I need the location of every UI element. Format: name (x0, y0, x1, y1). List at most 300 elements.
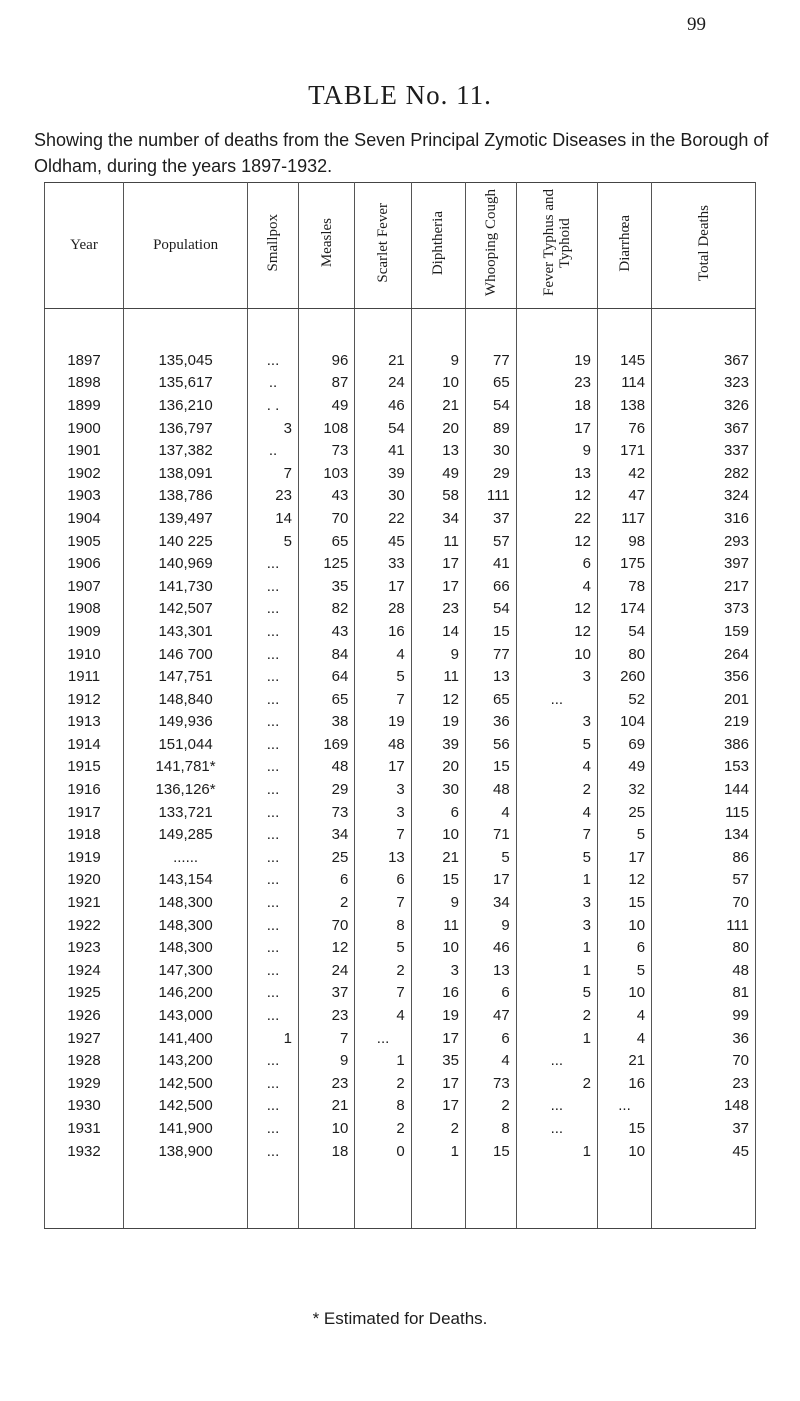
cell-smallpox: ... (248, 936, 299, 959)
cell-whooping-cough: 65 (465, 688, 516, 711)
cell-diphtheria: 17 (411, 1095, 465, 1118)
cell-year: 1916 (45, 778, 124, 801)
cell-population: 136,797 (124, 417, 248, 440)
cell-total-deaths: 356 (652, 665, 756, 688)
cell-population: 143,200 (124, 1049, 248, 1072)
deaths-table (44, 182, 756, 1229)
cell-smallpox: .. (248, 372, 299, 395)
cell-diarrhoea: 260 (597, 665, 651, 688)
cell-scarlet-fever: 8 (355, 1095, 411, 1118)
cell-year: 1925 (45, 982, 124, 1005)
cell-measles: 23 (298, 1004, 354, 1027)
cell-population: 143,000 (124, 1004, 248, 1027)
cell-diarrhoea: 174 (597, 598, 651, 621)
col-header-scarlet-fever: Scarlet Fever (355, 183, 411, 309)
table-row (45, 688, 756, 711)
table-row (45, 1140, 756, 1163)
cell-whooping-cough: 29 (465, 462, 516, 485)
cell-fever: 3 (516, 891, 597, 914)
cell-whooping-cough: 89 (465, 417, 516, 440)
cell-diphtheria: 21 (411, 394, 465, 417)
cell-fever: ... (516, 1095, 597, 1118)
cell-whooping-cough: 56 (465, 733, 516, 756)
cell-year: 1927 (45, 1027, 124, 1050)
cell-diphtheria: 58 (411, 485, 465, 508)
cell-scarlet-fever: 7 (355, 982, 411, 1005)
cell-year: 1910 (45, 643, 124, 666)
cell-population: 135,617 (124, 372, 248, 395)
cell-population: 141,900 (124, 1117, 248, 1140)
table-row (45, 439, 756, 462)
cell-scarlet-fever: 4 (355, 1004, 411, 1027)
cell-fever: 1 (516, 1027, 597, 1050)
cell-fever: 4 (516, 575, 597, 598)
cell-diphtheria: 11 (411, 530, 465, 553)
cell-fever: 18 (516, 394, 597, 417)
cell-diarrhoea: 6 (597, 936, 651, 959)
cell-measles: 21 (298, 1095, 354, 1118)
cell-population: 148,300 (124, 891, 248, 914)
cell-total-deaths: 337 (652, 439, 756, 462)
cell-diarrhoea: 145 (597, 349, 651, 372)
cell-fever: 6 (516, 552, 597, 575)
cell-scarlet-fever: 3 (355, 778, 411, 801)
cell-whooping-cough: 36 (465, 711, 516, 734)
cell-diphtheria: 23 (411, 598, 465, 621)
cell-smallpox: ... (248, 643, 299, 666)
cell-smallpox: ... (248, 665, 299, 688)
table-row (45, 552, 756, 575)
cell-diphtheria: 20 (411, 417, 465, 440)
cell-smallpox: 14 (248, 507, 299, 530)
cell-diarrhoea: 52 (597, 688, 651, 711)
cell-year: 1909 (45, 620, 124, 643)
cell-population: 139,497 (124, 507, 248, 530)
cell-measles: 48 (298, 756, 354, 779)
table-row (45, 485, 756, 508)
cell-total-deaths: 36 (652, 1027, 756, 1050)
cell-total-deaths: 153 (652, 756, 756, 779)
cell-population: 151,044 (124, 733, 248, 756)
cell-year: 1903 (45, 485, 124, 508)
cell-population: 148,840 (124, 688, 248, 711)
cell-diarrhoea: 76 (597, 417, 651, 440)
cell-diarrhoea: 114 (597, 372, 651, 395)
cell-diphtheria: 35 (411, 1049, 465, 1072)
cell-scarlet-fever: 22 (355, 507, 411, 530)
cell-whooping-cough: 54 (465, 394, 516, 417)
cell-population: 141,730 (124, 575, 248, 598)
cell-year: 1920 (45, 869, 124, 892)
cell-diarrhoea: 78 (597, 575, 651, 598)
cell-smallpox: ... (248, 1117, 299, 1140)
cell-smallpox: ... (248, 823, 299, 846)
cell-total-deaths: 324 (652, 485, 756, 508)
cell-scarlet-fever: 5 (355, 936, 411, 959)
cell-diphtheria: 10 (411, 372, 465, 395)
cell-total-deaths: 99 (652, 1004, 756, 1027)
cell-smallpox: ... (248, 349, 299, 372)
cell-total-deaths: 326 (652, 394, 756, 417)
cell-population: 138,786 (124, 485, 248, 508)
cell-total-deaths: 373 (652, 598, 756, 621)
table-row (45, 914, 756, 937)
cell-year: 1907 (45, 575, 124, 598)
table-row (45, 349, 756, 372)
cell-year: 1930 (45, 1095, 124, 1118)
cell-diphtheria: 6 (411, 801, 465, 824)
cell-year: 1912 (45, 688, 124, 711)
cell-scarlet-fever: 3 (355, 801, 411, 824)
cell-whooping-cough: 13 (465, 959, 516, 982)
cell-smallpox: 3 (248, 417, 299, 440)
table-row (45, 756, 756, 779)
cell-diarrhoea: 171 (597, 439, 651, 462)
cell-scarlet-fever: 2 (355, 1117, 411, 1140)
cell-scarlet-fever: 17 (355, 575, 411, 598)
cell-whooping-cough: 73 (465, 1072, 516, 1095)
cell-year: 1931 (45, 1117, 124, 1140)
cell-fever: 12 (516, 530, 597, 553)
cell-whooping-cough: 6 (465, 982, 516, 1005)
cell-year: 1911 (45, 665, 124, 688)
cell-diarrhoea: 15 (597, 891, 651, 914)
cell-diphtheria: 21 (411, 846, 465, 869)
cell-population: 140,969 (124, 552, 248, 575)
cell-smallpox: ... (248, 620, 299, 643)
cell-diphtheria: 9 (411, 891, 465, 914)
cell-fever: 13 (516, 462, 597, 485)
cell-smallpox: ... (248, 891, 299, 914)
cell-population: 138,900 (124, 1140, 248, 1163)
cell-scarlet-fever: 19 (355, 711, 411, 734)
cell-population: 146,200 (124, 982, 248, 1005)
cell-scarlet-fever: 6 (355, 869, 411, 892)
table-row (45, 982, 756, 1005)
cell-diarrhoea: 4 (597, 1027, 651, 1050)
cell-total-deaths: 367 (652, 349, 756, 372)
table-row (45, 778, 756, 801)
cell-measles: 7 (298, 1027, 354, 1050)
cell-year: 1908 (45, 598, 124, 621)
cell-fever: 5 (516, 982, 597, 1005)
table-row (45, 1095, 756, 1118)
cell-whooping-cough: 15 (465, 620, 516, 643)
cell-population: 141,400 (124, 1027, 248, 1050)
cell-diarrhoea: 4 (597, 1004, 651, 1027)
cell-diphtheria: 20 (411, 756, 465, 779)
cell-diarrhoea: 54 (597, 620, 651, 643)
cell-scarlet-fever: 45 (355, 530, 411, 553)
cell-total-deaths: 316 (652, 507, 756, 530)
cell-population: 149,285 (124, 823, 248, 846)
cell-whooping-cough: 77 (465, 643, 516, 666)
cell-diphtheria: 10 (411, 823, 465, 846)
cell-total-deaths: 111 (652, 914, 756, 937)
cell-year: 1915 (45, 756, 124, 779)
cell-year: 1900 (45, 417, 124, 440)
cell-smallpox: ... (248, 598, 299, 621)
cell-smallpox: 7 (248, 462, 299, 485)
cell-population: 133,721 (124, 801, 248, 824)
cell-fever: 1 (516, 959, 597, 982)
cell-smallpox: ... (248, 1072, 299, 1095)
cell-measles: 43 (298, 485, 354, 508)
cell-diphtheria: 17 (411, 552, 465, 575)
cell-year: 1924 (45, 959, 124, 982)
cell-population: 143,154 (124, 869, 248, 892)
cell-total-deaths: 45 (652, 1140, 756, 1163)
cell-whooping-cough: 15 (465, 1140, 516, 1163)
cell-year: 1928 (45, 1049, 124, 1072)
cell-measles: 34 (298, 823, 354, 846)
table-row (45, 575, 756, 598)
cell-measles: 23 (298, 1072, 354, 1095)
cell-smallpox: . . (248, 394, 299, 417)
cell-fever: 4 (516, 801, 597, 824)
cell-year: 1921 (45, 891, 124, 914)
cell-year: 1926 (45, 1004, 124, 1027)
table-row (45, 462, 756, 485)
cell-diarrhoea: 12 (597, 869, 651, 892)
cell-population: 147,300 (124, 959, 248, 982)
cell-measles: 10 (298, 1117, 354, 1140)
cell-smallpox: 1 (248, 1027, 299, 1050)
cell-whooping-cough: 13 (465, 665, 516, 688)
cell-smallpox: ... (248, 1095, 299, 1118)
col-header-total-deaths: Total Deaths (652, 183, 756, 309)
cell-diphtheria: 13 (411, 439, 465, 462)
cell-measles: 169 (298, 733, 354, 756)
table-row (45, 846, 756, 869)
cell-diphtheria: 17 (411, 575, 465, 598)
table-row (45, 1004, 756, 1027)
cell-scarlet-fever: 0 (355, 1140, 411, 1163)
table-title: TABLE No. 11. (308, 80, 492, 110)
cell-whooping-cough: 46 (465, 936, 516, 959)
cell-measles: 25 (298, 846, 354, 869)
table-row (45, 891, 756, 914)
cell-scarlet-fever: 2 (355, 1072, 411, 1095)
cell-diarrhoea: ... (597, 1095, 651, 1118)
cell-measles: 38 (298, 711, 354, 734)
cell-population: 148,300 (124, 936, 248, 959)
table-row (45, 417, 756, 440)
cell-smallpox: ... (248, 1140, 299, 1163)
cell-year: 1914 (45, 733, 124, 756)
cell-diarrhoea: 16 (597, 1072, 651, 1095)
table-row (45, 507, 756, 530)
cell-scarlet-fever: 7 (355, 823, 411, 846)
cell-total-deaths: 70 (652, 1049, 756, 1072)
cell-population: 135,045 (124, 349, 248, 372)
cell-whooping-cough: 57 (465, 530, 516, 553)
cell-total-deaths: 134 (652, 823, 756, 846)
cell-total-deaths: 386 (652, 733, 756, 756)
cell-fever: 1 (516, 936, 597, 959)
footnote: * Estimated for Deaths. (312, 1309, 488, 1328)
cell-whooping-cough: 41 (465, 552, 516, 575)
cell-year: 1913 (45, 711, 124, 734)
col-header-population: Population (124, 183, 248, 309)
cell-diarrhoea: 49 (597, 756, 651, 779)
cell-diphtheria: 16 (411, 982, 465, 1005)
cell-total-deaths: 217 (652, 575, 756, 598)
cell-whooping-cough: 5 (465, 846, 516, 869)
cell-year: 1918 (45, 823, 124, 846)
cell-fever: 1 (516, 869, 597, 892)
cell-scarlet-fever: 2 (355, 959, 411, 982)
cell-scarlet-fever: 13 (355, 846, 411, 869)
cell-diphtheria: 19 (411, 1004, 465, 1027)
cell-diarrhoea: 5 (597, 959, 651, 982)
col-header-diphtheria: Diphtheria (411, 183, 465, 309)
cell-fever: 3 (516, 665, 597, 688)
cell-measles: 9 (298, 1049, 354, 1072)
cell-population: 141,781* (124, 756, 248, 779)
table-row (45, 733, 756, 756)
cell-diphtheria: 34 (411, 507, 465, 530)
cell-diarrhoea: 17 (597, 846, 651, 869)
cell-year: 1897 (45, 349, 124, 372)
cell-total-deaths: 219 (652, 711, 756, 734)
cell-scarlet-fever: 28 (355, 598, 411, 621)
cell-population: 147,751 (124, 665, 248, 688)
cell-population: 142,500 (124, 1072, 248, 1095)
cell-smallpox: ... (248, 982, 299, 1005)
cell-scarlet-fever: 21 (355, 349, 411, 372)
table-row (45, 1072, 756, 1095)
table-row (45, 598, 756, 621)
cell-scarlet-fever: 54 (355, 417, 411, 440)
cell-diarrhoea: 5 (597, 823, 651, 846)
cell-scarlet-fever: 5 (355, 665, 411, 688)
table-row (45, 372, 756, 395)
cell-scarlet-fever: 39 (355, 462, 411, 485)
cell-measles: 84 (298, 643, 354, 666)
cell-scarlet-fever: 24 (355, 372, 411, 395)
cell-diarrhoea: 104 (597, 711, 651, 734)
cell-whooping-cough: 15 (465, 756, 516, 779)
cell-smallpox: 23 (248, 485, 299, 508)
cell-total-deaths: 144 (652, 778, 756, 801)
cell-diarrhoea: 175 (597, 552, 651, 575)
cell-total-deaths: 70 (652, 891, 756, 914)
cell-total-deaths: 282 (652, 462, 756, 485)
cell-smallpox: ... (248, 688, 299, 711)
cell-year: 1929 (45, 1072, 124, 1095)
cell-measles: 73 (298, 801, 354, 824)
cell-smallpox: ... (248, 575, 299, 598)
cell-diphtheria: 19 (411, 711, 465, 734)
cell-measles: 70 (298, 507, 354, 530)
table-row (45, 823, 756, 846)
cell-total-deaths: 293 (652, 530, 756, 553)
cell-measles: 65 (298, 530, 354, 553)
cell-fever: 2 (516, 1004, 597, 1027)
cell-diphtheria: 30 (411, 778, 465, 801)
cell-whooping-cough: 47 (465, 1004, 516, 1027)
cell-diphtheria: 1 (411, 1140, 465, 1163)
cell-scarlet-fever: 30 (355, 485, 411, 508)
cell-fever: 2 (516, 778, 597, 801)
cell-diarrhoea: 117 (597, 507, 651, 530)
cell-measles: 37 (298, 982, 354, 1005)
cell-fever: ... (516, 1049, 597, 1072)
cell-year: 1901 (45, 439, 124, 462)
cell-whooping-cough: 6 (465, 1027, 516, 1050)
cell-whooping-cough: 66 (465, 575, 516, 598)
cell-measles: 18 (298, 1140, 354, 1163)
cell-diphtheria: 14 (411, 620, 465, 643)
cell-population: ...... (124, 846, 248, 869)
cell-fever: 3 (516, 914, 597, 937)
cell-fever: 7 (516, 823, 597, 846)
cell-year: 1932 (45, 1140, 124, 1163)
cell-whooping-cough: 2 (465, 1095, 516, 1118)
cell-measles: 49 (298, 394, 354, 417)
table-subtitle: Showing the number of deaths from the Seven Principal Zymotic Diseases in the Borough of Oldham, during the years 1897-1932. (34, 130, 769, 176)
cell-fever: 2 (516, 1072, 597, 1095)
cell-smallpox: ... (248, 756, 299, 779)
cell-diarrhoea: 21 (597, 1049, 651, 1072)
cell-measles: 64 (298, 665, 354, 688)
cell-diphtheria: 12 (411, 688, 465, 711)
cell-fever: ... (516, 1117, 597, 1140)
cell-measles: 12 (298, 936, 354, 959)
cell-measles: 103 (298, 462, 354, 485)
table-row (45, 530, 756, 553)
cell-diarrhoea: 98 (597, 530, 651, 553)
cell-fever: 17 (516, 417, 597, 440)
cell-fever: 12 (516, 598, 597, 621)
cell-population: 142,500 (124, 1095, 248, 1118)
table-row (45, 959, 756, 982)
cell-diarrhoea: 69 (597, 733, 651, 756)
cell-measles: 2 (298, 891, 354, 914)
cell-total-deaths: 201 (652, 688, 756, 711)
cell-smallpox: 5 (248, 530, 299, 553)
col-header-diarrhoea: Diarrhœa (597, 183, 651, 309)
cell-smallpox: ... (248, 1049, 299, 1072)
cell-diphtheria: 49 (411, 462, 465, 485)
cell-scarlet-fever: 8 (355, 914, 411, 937)
cell-measles: 125 (298, 552, 354, 575)
col-header-year: Year (45, 183, 124, 309)
cell-measles: 29 (298, 778, 354, 801)
cell-fever: 12 (516, 620, 597, 643)
cell-total-deaths: 23 (652, 1072, 756, 1095)
cell-whooping-cough: 54 (465, 598, 516, 621)
cell-fever: 1 (516, 1140, 597, 1163)
cell-diarrhoea: 32 (597, 778, 651, 801)
cell-total-deaths: 148 (652, 1095, 756, 1118)
cell-diphtheria: 17 (411, 1027, 465, 1050)
cell-diphtheria: 2 (411, 1117, 465, 1140)
table-row (45, 1049, 756, 1072)
cell-population: 137,382 (124, 439, 248, 462)
cell-smallpox: ... (248, 914, 299, 937)
cell-total-deaths: 367 (652, 417, 756, 440)
cell-fever: 5 (516, 733, 597, 756)
cell-year: 1906 (45, 552, 124, 575)
cell-fever: 22 (516, 507, 597, 530)
cell-scarlet-fever: 7 (355, 891, 411, 914)
cell-measles: 82 (298, 598, 354, 621)
cell-fever: ... (516, 688, 597, 711)
cell-scarlet-fever: 46 (355, 394, 411, 417)
cell-diarrhoea: 80 (597, 643, 651, 666)
